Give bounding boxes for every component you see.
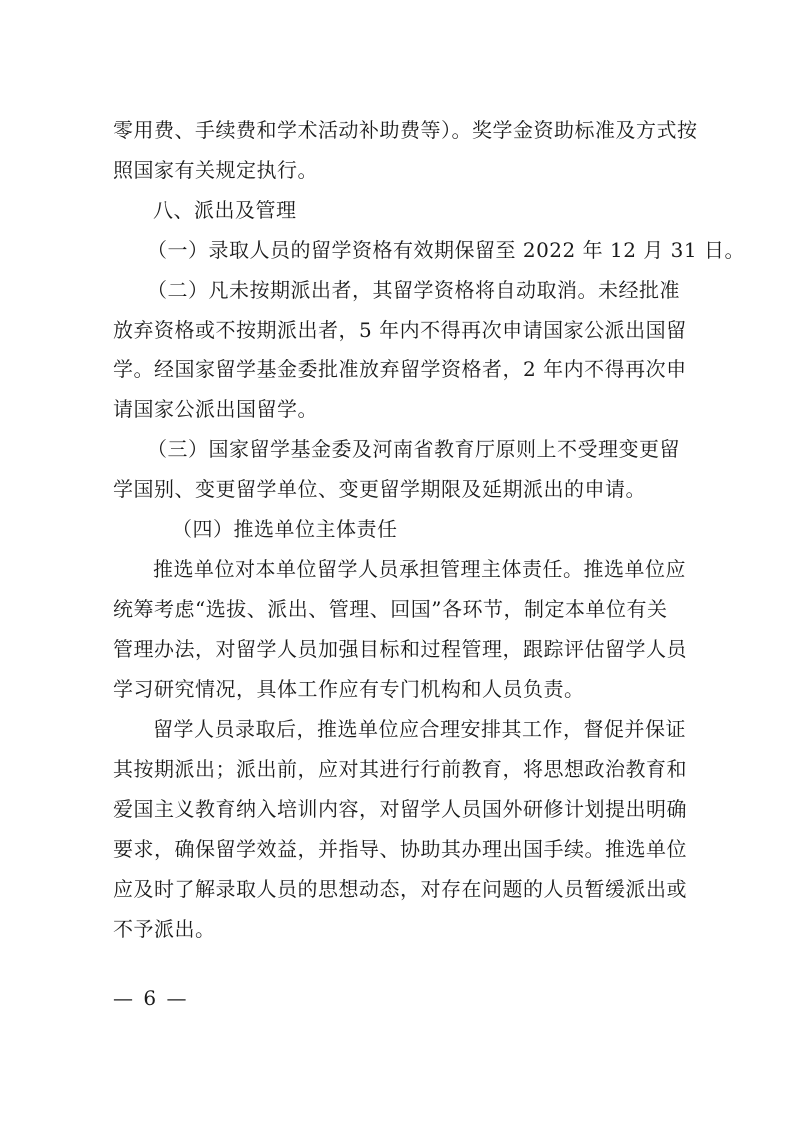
body-text-line: （一）录取人员的留学资格有效期保留至 2022 年 12 月 31 日。 — [147, 238, 745, 262]
body-text-line: （三）国家留学基金委及河南省教育厅原则上不受理变更留 — [147, 437, 680, 461]
body-text-line: 学习研究情况，具体工作应有专门机构和人员负责。 — [113, 677, 585, 701]
body-text-line: 其按期派出；派出前，应对其进行行前教育，将思想政治教育和 — [113, 757, 687, 781]
body-text-line: 爱国主义教育纳入培训内容，对留学人员国外研修计划提出明确 — [113, 797, 687, 821]
body-text-line: 学国别、变更留学单位、变更留学期限及延期派出的申请。 — [113, 477, 646, 501]
body-text-line: 推选单位对本单位留学人员承担管理主体责任。推选单位应 — [153, 557, 686, 581]
body-text-line: 留学人员录取后，推选单位应合理安排其工作，督促并保证 — [153, 717, 686, 741]
body-text-line: 不予派出。 — [113, 917, 216, 941]
body-text-line: （二）凡未按期派出者，其留学资格将自动取消。未经批准 — [147, 278, 680, 302]
body-text-line: 管理办法，对留学人员加强目标和过程管理，跟踪评估留学人员 — [113, 637, 687, 661]
body-text-line: 学。经国家留学基金委批准放弃留学资格者，2 年内不得再次申 — [113, 357, 687, 381]
body-text-line: 放弃资格或不按期派出者，5 年内不得再次申请国家公派出国留 — [113, 318, 687, 342]
body-text-line: 统筹考虑“选拔、派出、管理、回国”各环节，制定本单位有关 — [113, 597, 668, 621]
body-text-line: 零用费、手续费和学术活动补助费等）。奖学金资助标准及方式按 — [113, 118, 698, 142]
page-number: — 6 — — [113, 986, 189, 1010]
subsection-heading: （四）推选单位主体责任 — [172, 517, 398, 541]
body-text-line: 要求，确保留学效益，并指导、协助其办理出国手续。推选单位 — [113, 837, 687, 861]
body-text-line: 请国家公派出国留学。 — [113, 397, 318, 421]
body-text-line: 应及时了解录取人员的思想动态，对存在问题的人员暂缓派出或 — [113, 877, 687, 901]
body-text-line: 照国家有关规定执行。 — [113, 158, 318, 182]
section-heading: 八、派出及管理 — [153, 198, 297, 222]
